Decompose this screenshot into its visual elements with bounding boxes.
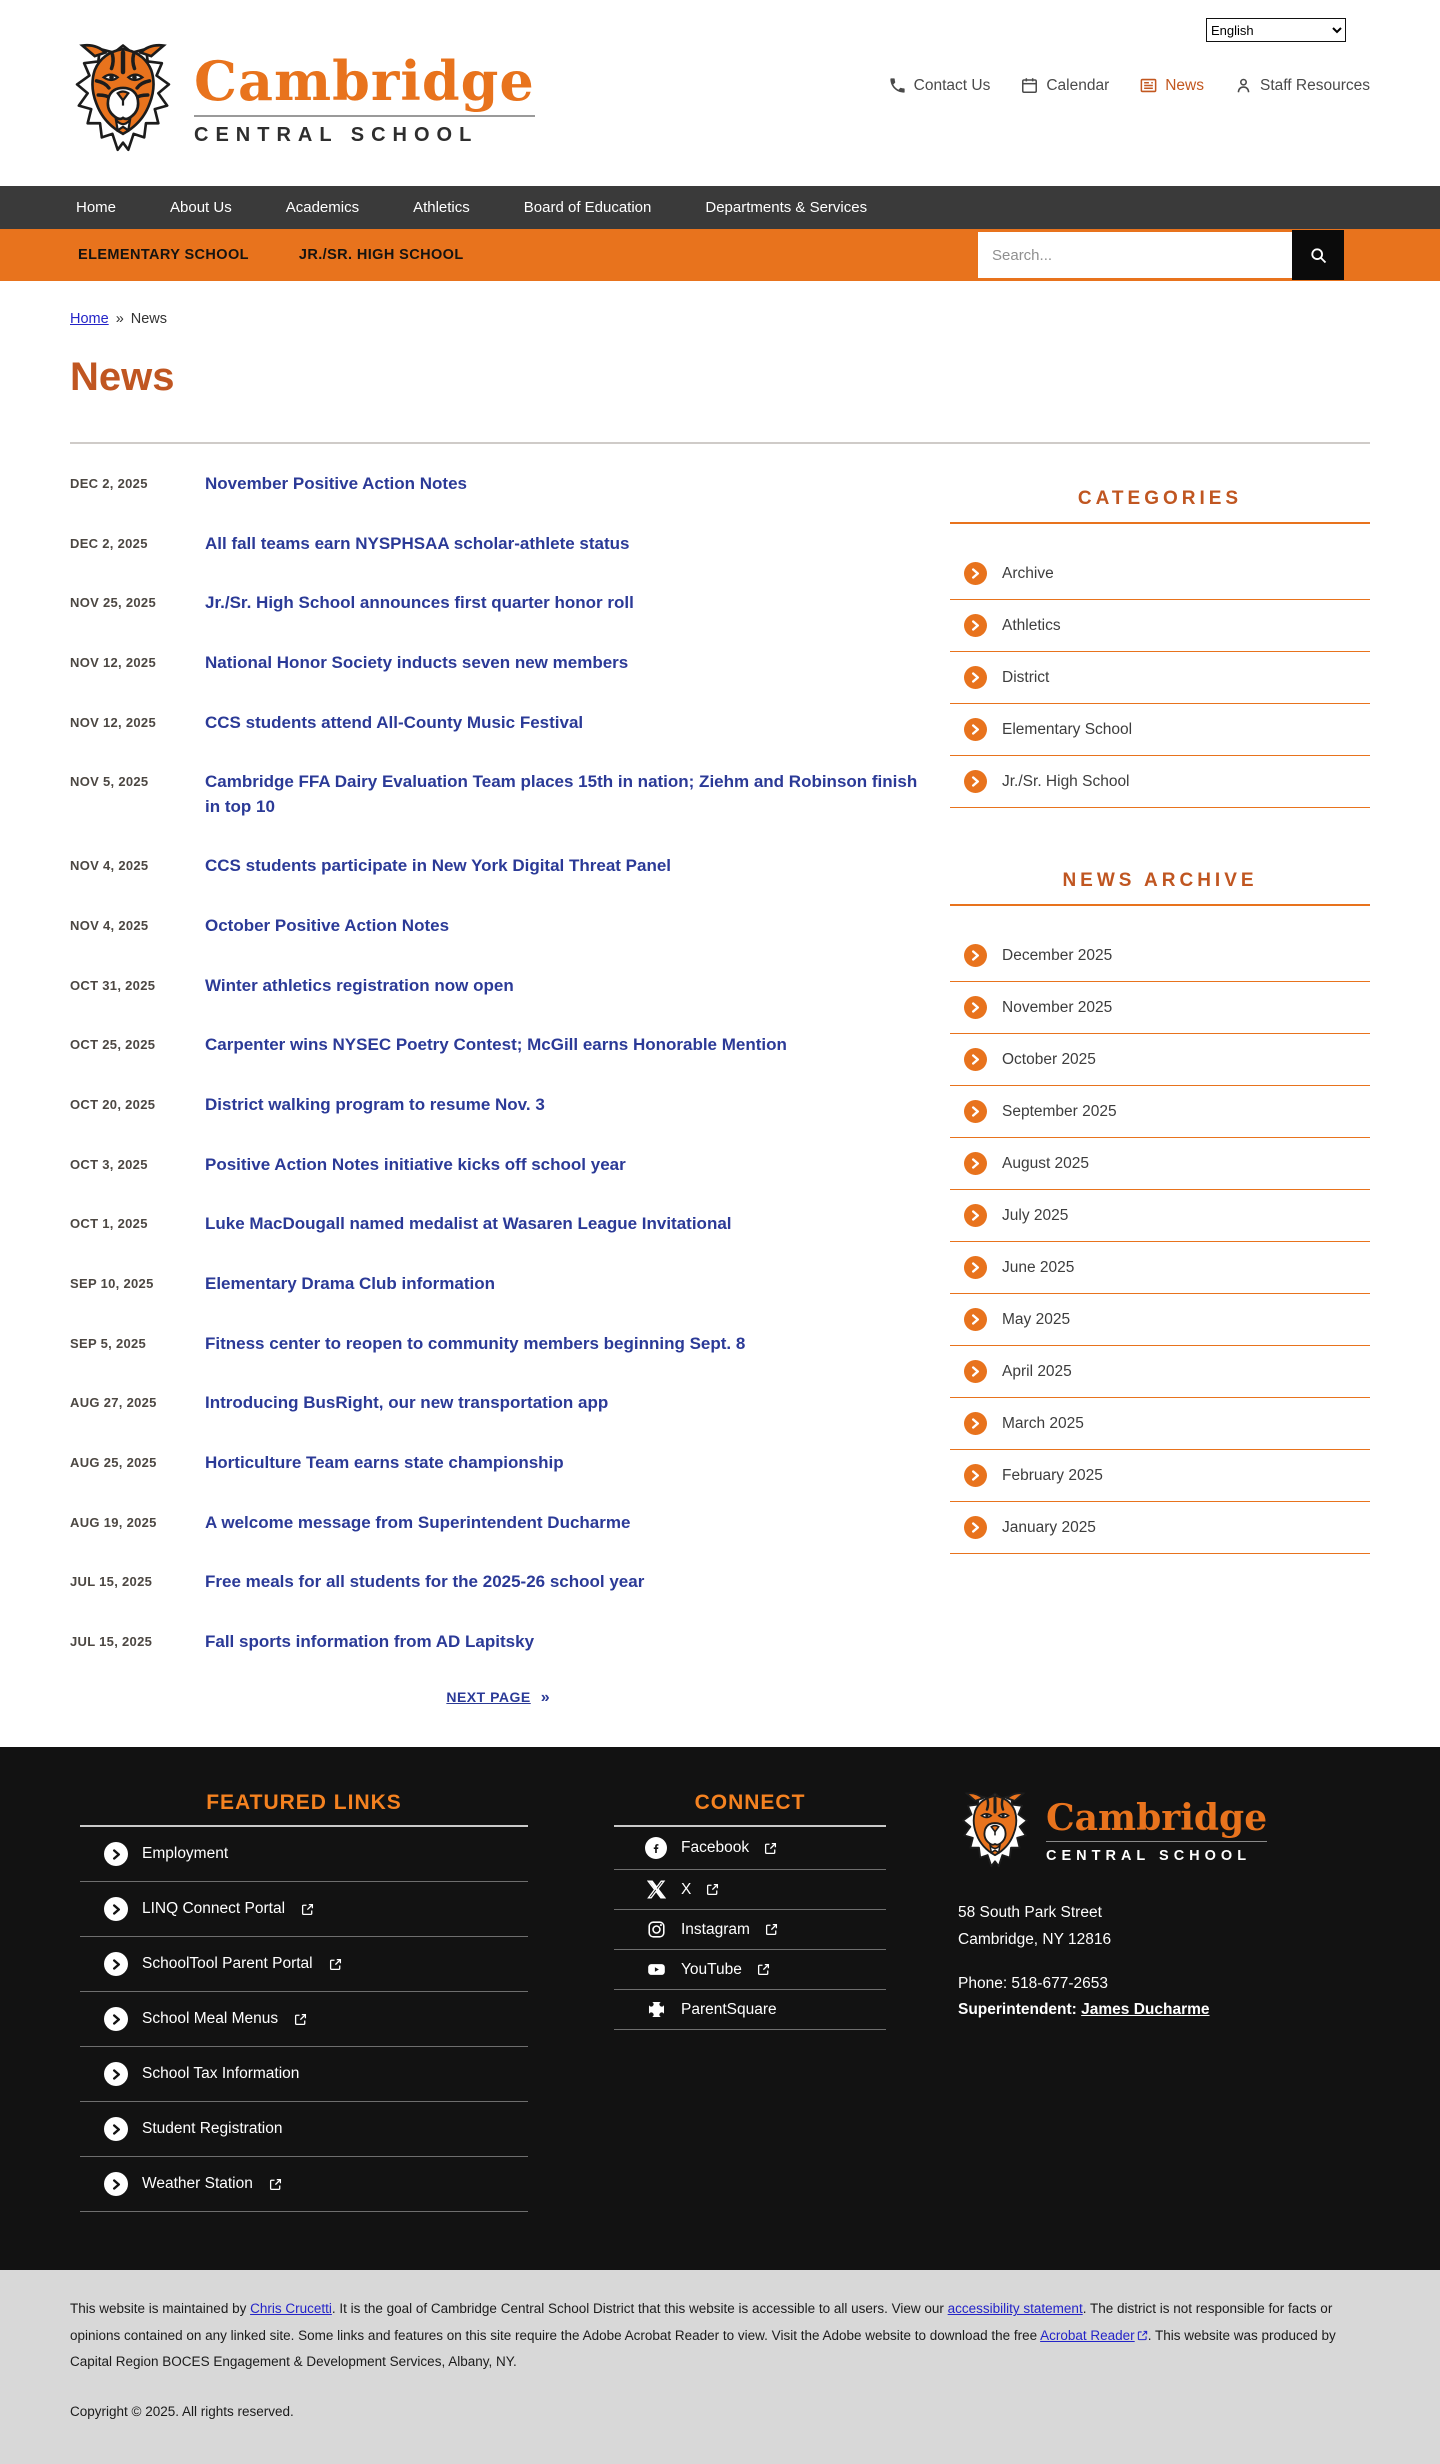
chevron-right-icon — [964, 1464, 987, 1487]
news-item-link[interactable]: All fall teams earn NYSPHSAA scholar-athlete status — [205, 533, 630, 553]
news-item-link[interactable]: Winter athletics registration now open — [205, 975, 514, 995]
news-item-date: DEC 2, 2025 — [70, 476, 148, 491]
chevron-right-icon — [964, 614, 987, 637]
news-item-link[interactable]: October Positive Action Notes — [205, 916, 450, 936]
chevron-right-icon — [964, 944, 987, 967]
news-item-link[interactable]: Horticulture Team earns state championship — [205, 1452, 564, 1472]
archive-month-label: June 2025 — [1002, 1258, 1075, 1276]
calendar-icon — [1020, 76, 1039, 95]
connect-label: ParentSquare — [681, 2000, 777, 2018]
connect-label: Facebook — [681, 1839, 750, 1857]
news-item-link[interactable]: Free meals for all students for the 2025-26 school year — [205, 1572, 645, 1592]
connect-label: YouTube — [681, 1960, 742, 1978]
news-item-date: JUL 15, 2025 — [70, 1633, 153, 1649]
news-item-row — [70, 1033, 926, 1058]
legal-text: . The district is not responsible for facts or opinions contained on any linked site. Some links and features on this site require the Adobe Acrobat Reader to view. Visit the Adobe website to download the free — [70, 2301, 1333, 2343]
nav-item-board-of-education[interactable]: Board of Education — [523, 199, 652, 216]
archive-month-label: September 2025 — [1002, 1102, 1117, 1120]
connect-column — [614, 1791, 886, 2212]
news-link[interactable] — [1139, 76, 1204, 95]
chevron-right-icon — [104, 2007, 128, 2031]
language-select[interactable] — [1206, 18, 1346, 42]
featured-link-label: Student Registration — [142, 2120, 283, 2138]
utility-label: Staff Resources — [1260, 76, 1370, 94]
external-link-icon — [765, 1923, 778, 1936]
archive-month-label: July 2025 — [1002, 1206, 1069, 1224]
category-link[interactable] — [950, 600, 1370, 652]
chevron-right-icon — [964, 770, 987, 793]
archive-month-link[interactable] — [950, 1346, 1370, 1398]
featured-link[interactable] — [80, 1992, 528, 2047]
archive-month-label: March 2025 — [1002, 1414, 1084, 1432]
footer-logo — [958, 1791, 1370, 1872]
nav-item-home[interactable]: Home — [76, 199, 117, 216]
categories-list — [950, 548, 1370, 808]
featured-link[interactable] — [80, 1827, 528, 1882]
search-input[interactable] — [978, 232, 1292, 278]
nav-item-departments-services[interactable]: Departments & Services — [705, 199, 868, 216]
chevron-right-icon — [104, 1952, 128, 1976]
utility-label: News — [1165, 76, 1204, 94]
contact-us-link[interactable] — [888, 76, 991, 95]
youtube-icon — [646, 1960, 667, 1979]
chevron-right-icon — [104, 2062, 128, 2086]
news-item-link[interactable]: November Positive Action Notes — [205, 474, 467, 493]
category-link[interactable] — [950, 548, 1370, 600]
featured-link[interactable] — [80, 2047, 528, 2102]
news-item-date: NOV 4, 2025 — [70, 858, 149, 874]
external-link-icon — [764, 1842, 777, 1855]
news-item-date: OCT 20, 2025 — [70, 1097, 156, 1113]
news-item-row — [70, 1451, 926, 1476]
nav-item-about-us[interactable]: About Us — [170, 199, 232, 216]
news-item-date: AUG 27, 2025 — [70, 1395, 157, 1411]
archive-month-link[interactable] — [950, 1242, 1370, 1294]
facebook-icon — [645, 1837, 667, 1859]
news-item-date: AUG 19, 2025 — [70, 1514, 157, 1530]
elementary-school-link[interactable]: ELEMENTARY SCHOOL — [78, 247, 249, 263]
featured-link-label: Employment — [142, 1845, 229, 1863]
breadcrumb — [70, 311, 1370, 327]
search-icon — [1308, 245, 1329, 266]
main-content — [70, 311, 1370, 1747]
chevron-right-icon — [964, 1308, 987, 1331]
breadcrumb-separator: » — [115, 311, 124, 327]
news-item-date: OCT 3, 2025 — [70, 1156, 148, 1172]
webmaster-link[interactable]: Chris Crucetti — [250, 2301, 332, 2317]
news-item-date: NOV 12, 2025 — [70, 714, 156, 730]
archive-month-label: November 2025 — [1002, 998, 1113, 1016]
parentsquare-icon — [647, 2000, 666, 2019]
external-link-icon — [1137, 2330, 1148, 2341]
archive-month-label: October 2025 — [1002, 1050, 1096, 1068]
utility-label: Calendar — [1046, 76, 1110, 94]
news-item-row — [70, 1153, 926, 1178]
chevron-right-icon — [964, 1256, 987, 1279]
news-item-link[interactable]: District walking program to resume Nov. 3 — [205, 1095, 545, 1115]
category-label: Archive — [1002, 564, 1054, 582]
utility-label: Contact Us — [913, 76, 991, 94]
chevron-right-icon — [104, 2172, 128, 2196]
archive-month-label: January 2025 — [1002, 1518, 1096, 1536]
category-link[interactable] — [950, 704, 1370, 756]
archive-month-label: December 2025 — [1002, 946, 1113, 964]
news-list — [70, 472, 926, 1654]
instagram-link[interactable] — [614, 1910, 886, 1950]
parentsquare-link[interactable] — [614, 1990, 886, 2030]
news-item-date: OCT 31, 2025 — [70, 977, 156, 993]
archive-month-link[interactable] — [950, 1294, 1370, 1346]
breadcrumb-current: News — [130, 311, 168, 327]
archive-month-link[interactable] — [950, 1502, 1370, 1554]
nav-item-athletics[interactable]: Athletics — [413, 199, 470, 216]
news-item-date: NOV 5, 2025 — [70, 774, 149, 790]
news-item-date: DEC 2, 2025 — [70, 535, 148, 551]
chevron-right-icon — [104, 2117, 128, 2141]
next-page-link[interactable]: NEXT PAGE — [446, 1689, 531, 1706]
chevron-right-icon — [964, 666, 987, 689]
news-item-row — [70, 1093, 926, 1118]
featured-links-column — [80, 1791, 528, 2212]
featured-link-label: Weather Station — [142, 2175, 253, 2193]
categories-section — [950, 488, 1370, 808]
jr-sr-high-school-link[interactable]: JR./SR. HIGH SCHOOL — [298, 247, 464, 263]
news-archive-heading: NEWS ARCHIVE — [1062, 870, 1258, 891]
archive-month-link[interactable] — [950, 1450, 1370, 1502]
news-item-link[interactable]: Introducing BusRight, our new transportation app — [205, 1393, 609, 1413]
external-link-icon — [301, 1903, 314, 1916]
news-item-row — [70, 711, 926, 736]
news-item-row — [70, 1332, 926, 1357]
youtube-link[interactable] — [614, 1950, 886, 1990]
chevron-right-icon — [964, 1412, 987, 1435]
tiger-logo-icon — [958, 1791, 1032, 1872]
site-logo[interactable] — [70, 0, 535, 186]
next-page-arrow: » — [540, 1689, 550, 1707]
news-item-date: NOV 12, 2025 — [70, 654, 156, 670]
news-item-link[interactable]: CCS students attend All-County Music Festival — [205, 712, 584, 732]
footer-address — [958, 1899, 1370, 1953]
archive-month-link[interactable] — [950, 1190, 1370, 1242]
address-line-1: 58 South Park Street — [958, 1903, 1102, 1921]
chevron-right-icon — [104, 1897, 128, 1921]
news-item-link[interactable]: Positive Action Notes initiative kicks off school year — [205, 1154, 626, 1174]
archive-month-label: May 2025 — [1002, 1310, 1071, 1328]
acrobat-reader-link[interactable]: Acrobat Reader — [1040, 2327, 1135, 2343]
utility-nav — [888, 76, 1370, 95]
chevron-right-icon — [964, 1516, 987, 1539]
footer-phone: Phone: 518-677-2653 — [958, 1975, 1108, 1993]
legal-text: . It is the goal of Cambridge Central School District that this website is accessible to all users. View our — [331, 2301, 948, 2317]
chevron-right-icon — [964, 1360, 987, 1383]
school-subnav — [0, 229, 1440, 281]
news-item-row — [70, 854, 926, 879]
news-item-row — [70, 472, 926, 497]
phone-icon — [888, 76, 907, 95]
news-item-row — [70, 1391, 926, 1416]
archive-month-link[interactable] — [950, 1138, 1370, 1190]
news-item-date: JUL 15, 2025 — [70, 1574, 153, 1590]
calendar-link[interactable] — [1020, 76, 1109, 95]
archive-month-label: August 2025 — [1002, 1154, 1090, 1172]
chevron-right-icon — [964, 562, 987, 585]
news-item-date: SEP 10, 2025 — [70, 1275, 154, 1291]
news-item-link[interactable]: A welcome message from Superintendent Ducharme — [205, 1512, 631, 1532]
news-item-date: SEP 5, 2025 — [70, 1335, 147, 1351]
external-link-icon — [757, 1963, 770, 1976]
legal-strip — [0, 2270, 1440, 2463]
accessibility-statement-link[interactable]: accessibility statement — [947, 2301, 1083, 2317]
news-item-date: AUG 25, 2025 — [70, 1454, 157, 1470]
facebook-link[interactable] — [614, 1827, 886, 1870]
news-item-row — [70, 1272, 926, 1297]
archive-month-label: February 2025 — [1002, 1466, 1103, 1484]
featured-links-list — [80, 1827, 528, 2212]
site-footer — [0, 1747, 1440, 2270]
featured-link[interactable] — [80, 2102, 528, 2157]
category-label: District — [1002, 668, 1050, 686]
featured-link[interactable] — [80, 1937, 528, 1992]
archive-month-link[interactable] — [950, 1398, 1370, 1450]
featured-link[interactable] — [80, 2157, 528, 2212]
news-item-link[interactable]: Jr./Sr. High School announces first quarter honor roll — [205, 593, 634, 613]
heading-rule — [950, 904, 1370, 906]
featured-links-heading: FEATURED LINKS — [206, 1791, 402, 1815]
copyright-text: Copyright © 2025. All rights reserved. — [70, 2404, 294, 2420]
footer-superintendent — [958, 2001, 1370, 2019]
featured-link-label: School Meal Menus — [142, 2010, 279, 2028]
news-item-link[interactable]: National Honor Society inducts seven new members — [205, 652, 629, 672]
connect-heading: CONNECT — [694, 1791, 806, 1815]
news-item-date: NOV 4, 2025 — [70, 918, 149, 934]
external-link-icon — [706, 1883, 719, 1896]
brand-subtitle: CENTRAL SCHOOL — [194, 115, 535, 147]
instagram-icon — [647, 1920, 666, 1939]
chevron-right-icon — [964, 1204, 987, 1227]
person-icon — [1234, 76, 1253, 95]
news-item-link[interactable]: CCS students participate in New York Digital Threat Panel — [205, 856, 672, 876]
chevron-right-icon — [964, 1100, 987, 1123]
category-link[interactable] — [950, 652, 1370, 704]
archive-month-link[interactable] — [950, 982, 1370, 1034]
main-nav — [0, 186, 1440, 229]
footer-contact-column — [958, 1791, 1370, 2212]
news-item-row — [70, 914, 926, 939]
featured-link[interactable] — [80, 1882, 528, 1937]
news-item-row — [70, 1570, 926, 1595]
chevron-right-icon — [964, 1048, 987, 1071]
legal-paragraph — [70, 2296, 1370, 2375]
connect-label: X — [681, 1880, 692, 1898]
news-item-row — [70, 1511, 926, 1536]
news-item-link[interactable]: Carpenter wins NYSEC Poetry Contest; McGill earns Honorable Mention — [205, 1035, 787, 1055]
category-link[interactable] — [950, 756, 1370, 808]
news-icon — [1139, 76, 1158, 95]
news-item-link[interactable]: Fitness center to reopen to community members beginning Sept. 8 — [205, 1333, 746, 1353]
sidebar — [950, 472, 1370, 1707]
news-item-date: NOV 25, 2025 — [70, 595, 156, 611]
connect-label: Instagram — [681, 1920, 750, 1938]
chevron-right-icon — [104, 1842, 128, 1866]
pagination — [70, 1689, 926, 1707]
external-link-icon — [269, 2178, 282, 2191]
site-header — [0, 0, 1440, 186]
archive-month-link[interactable] — [950, 1034, 1370, 1086]
news-item-row — [70, 974, 926, 999]
heading-rule — [950, 522, 1370, 524]
category-label: Elementary School — [1002, 720, 1133, 738]
category-label: Athletics — [1002, 616, 1061, 634]
x-link[interactable] — [614, 1870, 886, 1910]
categories-heading: CATEGORIES — [1077, 488, 1243, 509]
external-link-icon — [294, 2013, 307, 2026]
external-link-icon — [329, 1958, 342, 1971]
address-line-2: Cambridge, NY 12816 — [958, 1930, 1112, 1948]
news-item-link[interactable]: Fall sports information from AD Lapitsky — [205, 1631, 535, 1651]
chevron-right-icon — [964, 996, 987, 1019]
featured-link-label: SchoolTool Parent Portal — [142, 1955, 313, 1973]
archive-month-link[interactable] — [950, 1086, 1370, 1138]
news-item-row — [70, 591, 926, 616]
news-item-row — [70, 1212, 926, 1237]
staff-resources-link[interactable] — [1234, 76, 1370, 95]
chevron-right-icon — [964, 1152, 987, 1175]
category-label: Jr./Sr. High School — [1002, 772, 1130, 790]
superintendent-link[interactable]: James Ducharme — [1081, 2001, 1210, 2019]
breadcrumb-home-link[interactable]: Home — [70, 311, 109, 327]
page-title: News — [70, 355, 175, 399]
news-item-row — [70, 532, 926, 557]
archive-month-link[interactable] — [950, 930, 1370, 982]
footer-brand-title: Cambridge — [1046, 1797, 1268, 1840]
archive-month-label: April 2025 — [1002, 1362, 1072, 1380]
news-item-row — [70, 651, 926, 676]
news-archive-section — [950, 870, 1370, 1554]
news-item-row — [70, 1630, 926, 1655]
news-item-row — [70, 770, 926, 819]
legal-text: This website is maintained by — [70, 2301, 251, 2317]
brand-title: Cambridge — [194, 48, 535, 113]
news-item-link[interactable]: Elementary Drama Club information — [205, 1273, 496, 1293]
x-icon — [647, 1880, 666, 1899]
nav-item-academics[interactable]: Academics — [285, 199, 360, 216]
featured-link-label: LINQ Connect Portal — [142, 1900, 286, 1918]
footer-brand-subtitle: CENTRAL SCHOOL — [1046, 1841, 1267, 1864]
featured-link-label: School Tax Information — [142, 2065, 300, 2083]
tiger-logo-icon — [70, 42, 176, 159]
legal-text: . This website was produced by Capital Region BOCES Engagement & Development Services, Albany, NY. — [70, 2327, 1336, 2370]
news-item-link[interactable]: Cambridge FFA Dairy Evaluation Team places 15th in nation; Ziehm and Robinson finish in top 10 — [205, 772, 918, 816]
news-item-date: OCT 25, 2025 — [70, 1037, 156, 1053]
chevron-right-icon — [964, 718, 987, 741]
archive-list — [950, 930, 1370, 1554]
superintendent-label: Superintendent: — [958, 2001, 1077, 2019]
search-button[interactable] — [1292, 230, 1344, 280]
news-item-date: OCT 1, 2025 — [70, 1216, 148, 1232]
news-item-link[interactable]: Luke MacDougall named medalist at Wasaren League Invitational — [205, 1214, 732, 1234]
